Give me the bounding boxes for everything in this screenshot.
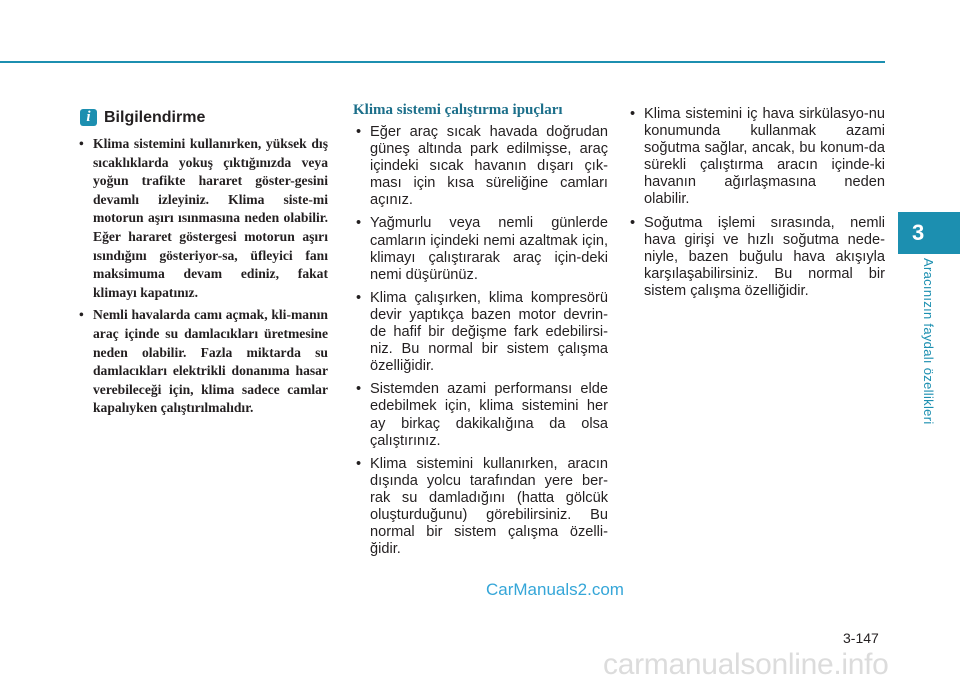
list-item: • Eğer araç sıcak havada doğrudan güneş altında park edilmişse, araç içindeki sıcak havanın dışarı çık-ması için kısa süreliğine camları açınız. (352, 124, 608, 209)
list-item: • Klima sistemini kullanırken, aracın dışında yolcu tarafından yere ber-rak su damladığını (hatta gölcük oluşturduğunu) görebilirsiniz. Bu normal bir sistem çalışma özelli-ğidir. (352, 456, 608, 559)
list-item: • Klima sistemini iç hava sirkülasyo-nu konumunda kullanmak azami soğutma sağlar, ancak, bu konum-da sürekli çalıştırma aracın içinde-ki havanın ağırlaşmasına neden olabilir. (626, 106, 885, 209)
chapter-title: Aracınızın faydalı özellikleri (921, 258, 936, 425)
info-list (75, 135, 328, 422)
list-item: • Klima sistemini kullanırken, yüksek dış sıcaklıklarda yokuş çıktığınızda veya yoğun trafikte hararet göster-gesini devamlı izleyiniz. Klima siste-mi motorun aşırı ısınmasına neden olabilir. Eğer hararet göstergesi motorun aşırı ısındığını gösteriyor-sa, üfleyici fanı maksimuma devam ediniz, fakat klimayı kapatınız. (75, 135, 328, 302)
top-rule (0, 61, 885, 63)
info-icon: i (80, 109, 97, 126)
page-number: 3-147 (843, 630, 879, 646)
list-item: • Soğutma işlemi sırasında, nemli hava girişi ve hızlı soğutma nede-niyle, bazen buğulu hava akışıyla karşılaşabilirsiniz. Bu normal bir sistem çalışma özelliğidir. (626, 215, 885, 300)
watermark[interactable]: CarManuals2.com (486, 580, 624, 599)
section-heading: Klima sistemi çalıştırma ipuçları (353, 102, 563, 118)
list-item: • Klima çalışırken, klima kompresörü devir yaptıkça bazen motor devrin-de hafif bir değişme fark edebilirsi-niz. Bu normal bir sistem çalışma özelliğidir. (352, 290, 608, 375)
tips-list (352, 124, 608, 564)
list-item: • Sistemden azami performansı elde edebilmek için, klima sistemini her ay birkaç dakikalığına da olsa çalıştırınız. (352, 381, 608, 449)
list-item: • Yağmurlu veya nemli günlerde camların içindeki nemi azaltmak için, klimayı çalıştırarak araç için-deki nemi düşürünüz. (352, 215, 608, 283)
list-item: • Nemli havalarda camı açmak, kli-manın araç içinde su damlacıkları üretmesine neden olabilir. Fazla miktarda su damlacıkları elektrikli donanıma hasar verebileceği için, klima sadece camlar kapalıyken çalıştırılmalıdır. (75, 306, 328, 418)
chapter-tab: 3 (898, 212, 960, 254)
info-title: Bilgilendirme (104, 109, 206, 126)
tips-list-continued (626, 106, 885, 306)
footer-site-watermark[interactable]: carmanualsonline.info (603, 648, 889, 681)
